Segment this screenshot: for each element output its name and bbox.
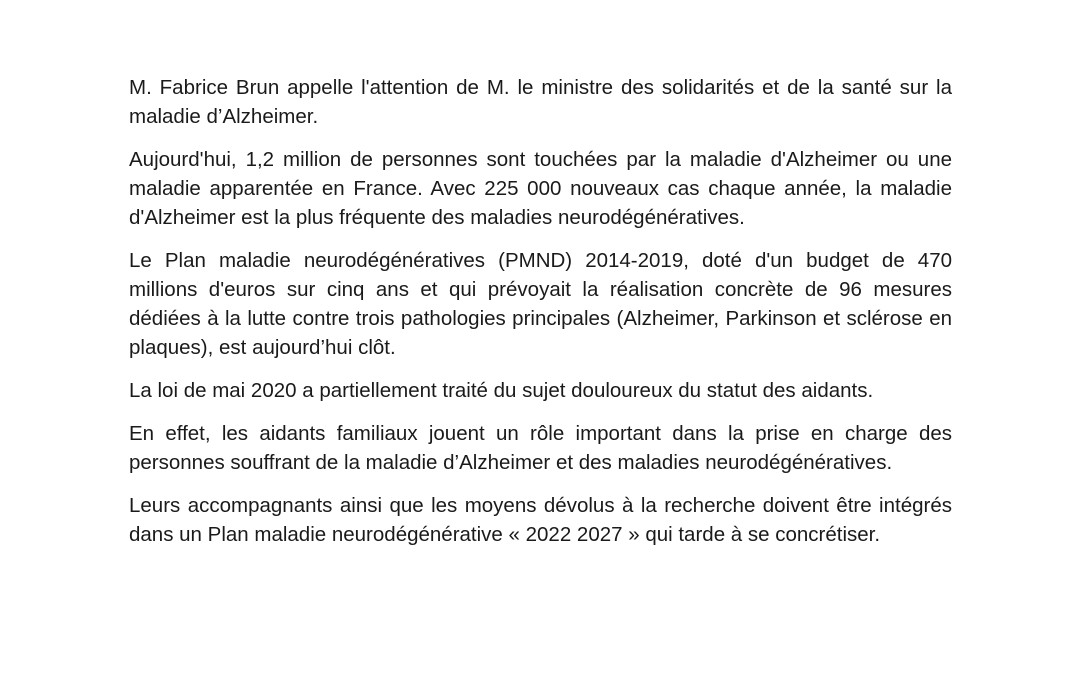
paragraph-statistics: Aujourd'hui, 1,2 million de personnes sont touchées par la maladie d'Alzheimer ou une maladie apparentée en France. Avec 225 000 nouveaux cas chaque année, la maladie d'Alzheimer est la plus fréquente des maladies neurodégénératives. <box>129 148 952 229</box>
paragraph-family-caregivers: En effet, les aidants familiaux jouent un rôle important dans la prise en charge des personnes souffrant de la maladie d’Alzheimer et des maladies neurodégénératives. <box>129 422 952 474</box>
paragraph-law-2020: La loi de mai 2020 a partiellement traité du sujet douloureux du statut des aidants. <box>129 379 874 402</box>
paragraph-pmnd-plan: Le Plan maladie neurodégénératives (PMND) 2014-2019, doté d'un budget de 470 millions d'euros sur cinq ans et qui prévoyait la réalisation concrète de 96 mesures dédiées à la lutte contre trois pathologies principales (Alzheimer, Parkinson et sclérose en plaques), est aujourd’hui clôt. <box>129 249 952 359</box>
paragraph-question-intro: M. Fabrice Brun appelle l'attention de M. le ministre des solidarités et de la santé sur la maladie d’Alzheimer. <box>129 76 952 128</box>
paragraph-new-plan: Leurs accompagnants ainsi que les moyens dévolus à la recherche doivent être intégrés dans un Plan maladie neurodégénérative « 2022 2027 » qui tarde à se concrétiser. <box>129 494 952 546</box>
document-body <box>129 73 952 563</box>
